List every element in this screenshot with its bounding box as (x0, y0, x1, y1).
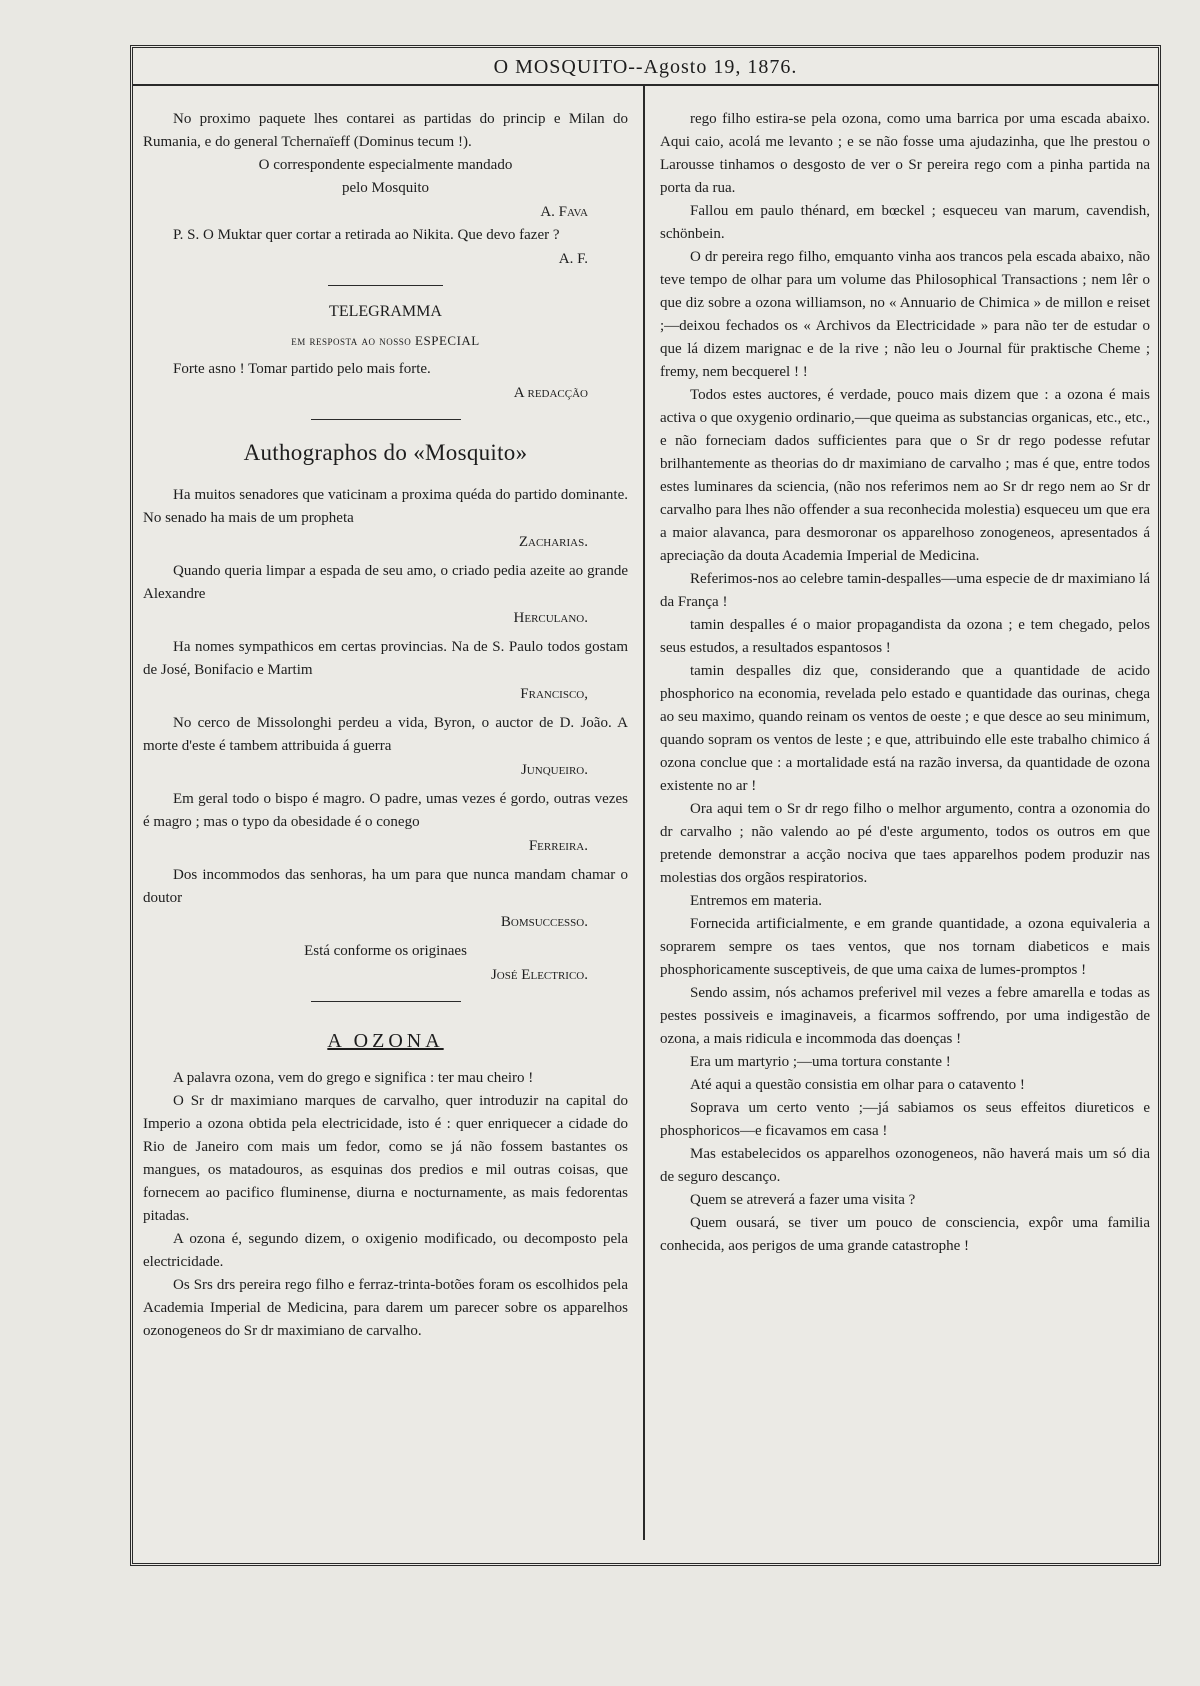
signature: Herculano. (513, 610, 588, 626)
signature: José Electrico. (490, 967, 588, 983)
article-paragraph: Mas estabelecidos os apparelhos ozonogeneos, não haverá mais um só dia de seguro descanço. (660, 1146, 1150, 1185)
signature: Zacharias. (518, 534, 588, 550)
ozona-paragraph: Os Srs drs pereira rego filho e ferraz-trinta-botões foram os escolhidos pela Academia Imperial de Medicina, para darem um parecer sobre os apparelhos ozonogeneos do Sr dr maximiano de carvalho. (143, 1277, 628, 1339)
signature: Francisco, (520, 686, 588, 702)
article-paragraph: Soprava um certo vento ;—já sabiamos os seus effeitos diureticos e phosphoricos—e ficavamos em casa ! (660, 1100, 1150, 1139)
article-paragraph: Quem se atreverá a fazer uma visita ? (690, 1192, 916, 1208)
divider-rule (328, 285, 443, 286)
divider-rule (311, 1001, 461, 1002)
right-column (660, 108, 1150, 1258)
telegram-body: Forte asno ! Tomar partido pelo mais forte. (173, 361, 431, 377)
column-divider (643, 85, 645, 1540)
ozona-paragraph: O Sr dr maximiano marques de carvalho, quer introduzir na capital do Imperio a ozona obtida pela electricidade, isto é : quer enriquecer a cidade do Rio de Janeiro com mais um fedor, como se já não fossem bastantes os mangues, os matadouros, as esquinas dos predios e mil outras coisas, que fornecem ao pacifico fluminense, diurna e nocturnamente, as mais fedorentas pitadas. (143, 1093, 628, 1224)
article-paragraph: Ora aqui tem o Sr dr rego filho o melhor argumento, contra a ozonomia do dr carvalho ; não valendo ao pé d'este argumento, todos os outros em que pretende demonstrar a acção nociva que taes apparelhos podem produzir nas molestias dos orgãos respiratorios. (660, 801, 1150, 886)
autograph-text: Ha muitos senadores que vaticinam a proxima quéda do partido dominante. No senado ha mais de um propheta (143, 487, 628, 526)
article-paragraph: O dr pereira rego filho, emquanto vinha aos trancos pela escada abaixo, não teve tempo de olhar para um volume das Philosophical Transactions ; nem lêr o que diz sobre a ozona williamson, no « Annuario de Chimica » de millon e reiset ;—deixou fechados os « Archivos da Electricidade » para não ter de estudar o que lá dizem marignac e de la rive ; não leu o Journal für praktische Cheme ; fremy, nem becquerel ! ! (660, 249, 1150, 380)
article-paragraph: Até aqui a questão consistia em olhar para o catavento ! (690, 1077, 1025, 1093)
newspaper-page (130, 45, 1161, 1566)
letter-line: pelo Mosquito (341, 180, 430, 196)
left-column (143, 108, 628, 1343)
signature: A. F. (558, 251, 588, 267)
postscript: P. S. O Muktar quer cortar a retirada ao Nikita. Que devo fazer ? (173, 227, 560, 243)
letter-paragraph: No proximo paquete lhes contarei as partidas do princip e Milan do Rumania, e do general Tchernaïeff (Dominus tecum !). (143, 111, 628, 150)
autograph-text: No cerco de Missolonghi perdeu a vida, Byron, o auctor de D. João. A morte d'este é tambem attribuida á guerra (143, 715, 628, 754)
telegram-subtitle: em resposta ao nosso ESPECIAL (291, 333, 480, 348)
section-title: Authographos do «Mosquito» (243, 440, 528, 465)
signature: Junqueiro. (520, 762, 588, 778)
article-paragraph: Referimos-nos ao celebre tamin-despalles—uma especie de dr maximiano lá da França ! (660, 571, 1150, 610)
signature: Ferreira. (528, 838, 588, 854)
signature: A redacção (513, 385, 588, 401)
article-paragraph: Era um martyrio ;—uma tortura constante ! (690, 1054, 951, 1070)
article-paragraph: tamin despalles é o maior propagandista da ozona ; e tem chegado, pelos seus estudos, a resultados espantosos ! (660, 617, 1150, 656)
article-paragraph: Entremos em materia. (690, 893, 823, 909)
masthead: O MOSQUITO--Agosto 19, 1876. (133, 48, 1158, 86)
article-paragraph: Fallou em paulo thénard, em bœckel ; esqueceu van marum, cavendish, schönbein. (660, 203, 1150, 242)
autograph-text: Dos incommodos das senhoras, ha um para que nunca mandam chamar o doutor (143, 867, 628, 906)
divider-rule (311, 419, 461, 420)
autograph-text: Ha nomes sympathicos em certas provincias. Na de S. Paulo todos gostam de José, Bonifacio e Martim (143, 639, 628, 678)
article-paragraph: tamin despalles diz que, considerando que a quantidade de acido phosphorico na economia, revelada pelo estado e quantidade das ourinas, chega ao seu maximo, quando reinam os ventos de oeste ; e que desce ao seu minimum, quando sopram os ventos de leste ; e que, attribuindo elle este trabalho chimico á ozona conclue que : a mortalidade está na razão inversa, da quantidade de ozona existente no ar ! (660, 663, 1150, 794)
letter-line: O correspondente especialmente mandado (258, 157, 513, 173)
signature: Bomsuccesso. (500, 914, 588, 930)
article-paragraph: Sendo assim, nós achamos preferivel mil vezes a febre amarella e todas as pestes possiveis e imaginaveis, a ficarmos soffrendo, por uma indigestão de ozona, a mais ridicula e incommoda das doenças ! (660, 985, 1150, 1047)
section-title: A OZONA (327, 1030, 444, 1052)
ozona-paragraph: A ozona é, segundo dizem, o oxigenio modificado, ou decomposto pela electricidade. (143, 1231, 628, 1270)
autograph-text: Quando queria limpar a espada de seu amo, o criado pedia azeite ao grande Alexandre (143, 563, 628, 602)
signature: A. Fava (540, 204, 588, 220)
autograph-text: Em geral todo o bispo é magro. O padre, umas vezes é gordo, outras vezes é magro ; mas o typo da obesidade é o conego (143, 791, 628, 830)
article-paragraph: rego filho estira-se pela ozona, como uma barrica por uma escada abaixo. Aqui caio, acolá me levanto ; e se não fosse uma ajudazinha, que lhe prestou o Larousse tinhamos o desgosto de ver o Sr pereira rego com a pinha partida na porta da rua. (660, 111, 1150, 196)
telegram-title: TELEGRAMMA (329, 303, 442, 320)
article-paragraph: Fornecida artificialmente, e em grande quantidade, a ozona equivaleria a soprarem sempre os taes ventos, que nos tornam diabeticos e mais phosphoricamente susceptiveis, de que uma caixa de lumes-promptos ! (660, 916, 1150, 978)
article-paragraph: Todos estes auctores, é verdade, pouco mais dizem que : a ozona é mais activa o que oxygenio ordinario,—que queima as substancias organicas, etc., etc., e não forneciam dados sufficientes para que o Sr dr rego podesse refutar brilhantemente as theorias do dr maximiano de carvalho ; mas é que, entre todos estes luminares da sciencia, (não nos referimos nem ao Sr dr rego nem ao Sr dr carvalho para lhes não offender a sua reconhecida molestia) esqueceu um que era a maior alavanca, para desmoronar os apparelhoso zonogeneos, apresentados á apreciação da douta Academia Imperial de Medicina. (660, 387, 1150, 564)
article-paragraph: Quem ousará, se tiver um pouco de consciencia, expôr uma familia conhecida, aos perigos de uma grande catastrophe ! (660, 1215, 1150, 1254)
conforme-line: Está conforme os originaes (304, 943, 467, 959)
ozona-paragraph: A palavra ozona, vem do grego e significa : ter mau cheiro ! (173, 1070, 534, 1086)
